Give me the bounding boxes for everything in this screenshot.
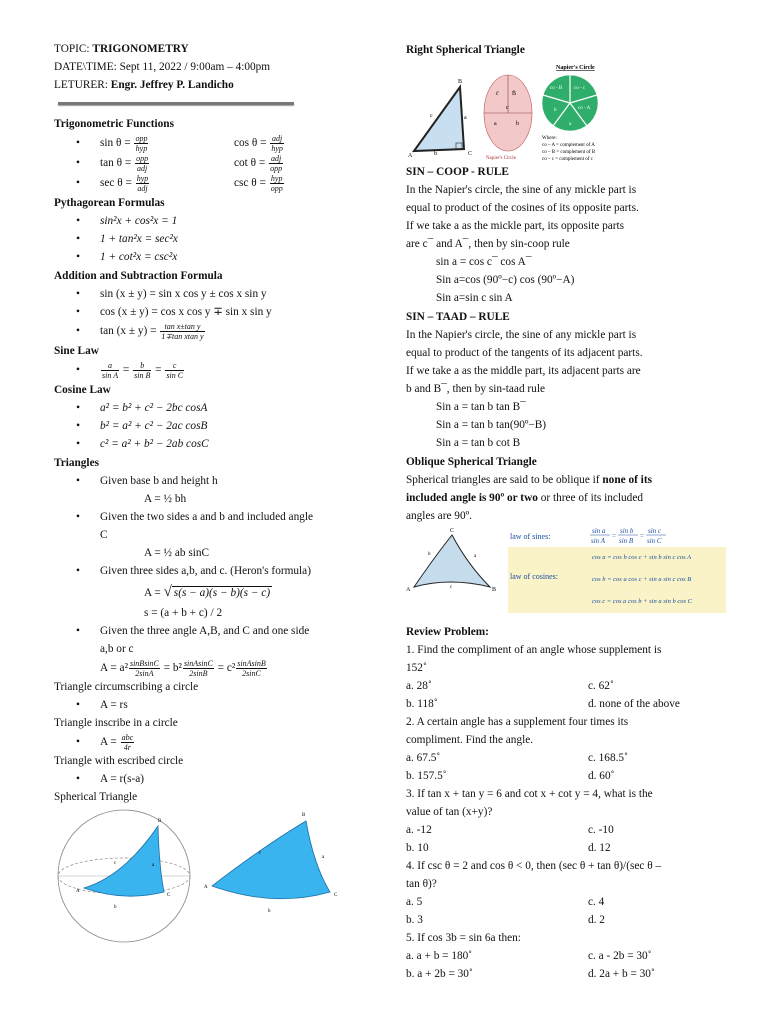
- napier-figures: [406, 59, 728, 162]
- svg-text:b: b: [434, 151, 437, 157]
- svg-text:=: =: [612, 532, 616, 540]
- svg-text:co – c = complement of c: co – c = complement of c: [542, 157, 593, 162]
- trig-functions-heading: Trigonometric Functions: [54, 118, 174, 130]
- tan-def: tan θ =: [100, 157, 132, 169]
- q2-options-row-1: a. 67.5˚ c. 168.5˚: [406, 752, 628, 764]
- svg-text:b: b: [428, 552, 431, 557]
- svg-text:B: B: [158, 819, 162, 824]
- left-column: [54, 40, 366, 946]
- svg-text:A: A: [204, 885, 208, 890]
- svg-text:C: C: [468, 151, 473, 157]
- sine-law-formula: • $\frac{a}{\text{sin A}}$ = $\frac{b}{\text{sin B}}$ = $\frac{c}{\text{sin C}}$: [54, 360, 366, 380]
- svg-text:B̄: B̄: [512, 91, 517, 97]
- spherical-triangle-figures: [54, 806, 366, 946]
- svg-text:B: B: [492, 587, 497, 593]
- question-1: 1. Find the compliment of an angle whose supplement is: [406, 644, 662, 656]
- trig-row-tan-cot: [54, 153, 366, 173]
- escribed-heading: Triangle with escribed circle: [54, 755, 184, 767]
- svg-text:c̄: c̄: [496, 91, 499, 97]
- sin-def: sin θ =: [100, 137, 131, 149]
- sin-frac: $\frac{\text{opp}}{\text{hyp}}$: [135, 133, 148, 153]
- question-2-cont: compliment. Find the angle.: [406, 734, 534, 746]
- svg-text:Napier's Circle: Napier's Circle: [556, 65, 595, 71]
- right-column: [406, 40, 728, 983]
- svg-text:co - c: co - c: [574, 86, 586, 91]
- svg-text:C: C: [334, 893, 338, 898]
- q5-options-row-1: a. a + b = 180˚ c. a - 2b = 30˚: [406, 950, 652, 962]
- svg-text:cos a = cos b cos c + sin b si: cos a = cos b cos c + sin b sin c cos A: [592, 554, 692, 561]
- topic-line: [54, 40, 366, 58]
- svg-text:B: B: [302, 813, 306, 818]
- svg-text:c: c: [430, 113, 433, 119]
- spherical-triangle-heading: Spherical Triangle: [54, 791, 138, 803]
- cos-frac: $\frac{\text{adj}}{\text{hyp}}$: [271, 133, 283, 153]
- svg-text:b: b: [516, 121, 519, 127]
- cos-sum-formula: • cos (x ± y) = cos x cos y ∓ sin x sin y: [54, 303, 366, 321]
- escribed-formula: • A = r(s-a): [54, 770, 366, 788]
- question-2: 2. A certain angle has a supplement four times its: [406, 716, 629, 728]
- svg-text:b: b: [114, 905, 117, 910]
- q3-options-row-1: a. -12 c. -10: [406, 824, 614, 836]
- cosine-law-formula-1: • a² = b² + c² − 2bc cosA: [54, 399, 366, 417]
- right-spherical-heading: Right Spherical Triangle: [406, 44, 525, 56]
- inscribed-formula: • A = $\frac{\text{abc}}{4r}$: [54, 732, 366, 752]
- csc-frac: $\frac{\text{hyp}}{\text{opp}}$: [270, 173, 283, 193]
- q1-options-row-2: b. 118˚ d. none of the above: [406, 698, 680, 710]
- svg-text:b: b: [554, 108, 557, 113]
- triangle-case-2: • Given the two sides a and b and included angle: [54, 508, 366, 526]
- sin-coop-formula-2: Sin a=cos (90º−c) cos (90º−A): [436, 274, 575, 286]
- circumscribing-formula: • A = rs: [54, 696, 366, 714]
- svg-text:law of cosines:: law of cosines:: [510, 572, 558, 581]
- question-5: 5. If cos 3b = sin 6a then:: [406, 932, 521, 944]
- oblique-formulas: [508, 527, 726, 613]
- svg-text:c: c: [450, 585, 453, 590]
- svg-text:co – B = complement of B: co – B = complement of B: [542, 150, 596, 155]
- sin-taad-formula-2: Sin a = tan b tan(90º−B): [436, 419, 547, 431]
- tan-sum-formula: • tan (x ± y) = $\frac{\text{tan x±tan y}}{\text{1∓tan xtan y}}$: [54, 321, 366, 341]
- svg-text:a: a: [474, 554, 477, 559]
- lecturer-label: LETURER:: [54, 79, 111, 91]
- sin-taad-formula-3: Sin a = tan b cot B: [436, 437, 521, 449]
- sin-coop-formula-3: Sin a=sin c sin A: [436, 292, 513, 304]
- tan-frac: $\frac{\text{opp}}{\text{adj}}$: [136, 153, 149, 173]
- question-3-cont: value of tan (x+y)?: [406, 806, 493, 818]
- topic-label: TOPIC:: [54, 43, 93, 55]
- date-line: [54, 58, 366, 76]
- svg-text:c: c: [259, 851, 262, 856]
- cosine-law-formula-2: • b² = a² + c² − 2ac cosB: [54, 417, 366, 435]
- svg-text:A: A: [76, 889, 80, 894]
- triangle-case-3: • Given three sides a,b, and c. (Heron's formula): [54, 562, 366, 580]
- pythagorean-formula-1: • sin²x + cos²x = 1: [54, 212, 366, 230]
- inscribed-heading: Triangle inscribe in a circle: [54, 717, 178, 729]
- q1-options-row-1: a. 28˚ c. 62˚: [406, 680, 614, 692]
- svg-text:sin A: sin A: [591, 537, 606, 545]
- svg-text:sin c: sin c: [648, 527, 662, 535]
- topic-value: TRIGONOMETRY: [92, 43, 189, 55]
- herons-formula: A = √ s(s − a)(s − b)(s − c): [144, 584, 271, 600]
- sin-coop-formula-1: sin a = cos c¯ cos A¯: [436, 256, 532, 268]
- svg-text:B: B: [458, 79, 463, 85]
- svg-text:sin C: sin C: [647, 537, 662, 545]
- cot-def: cot θ =: [234, 157, 266, 169]
- svg-text:=: =: [640, 532, 644, 540]
- oblique-text: Spherical triangles are said to be oblique if none of its included angle is 90º or two or three of its included angles are 90º.: [406, 474, 652, 522]
- sin-taad-text: In the Napier's circle, the sine of any mickle part is equal to product of the tangents of its adjacent parts. If we take a as the middle part, its adjacent parts are b and B¯, then by sin-taad rule: [406, 329, 643, 395]
- review-heading: Review Problem:: [406, 626, 489, 638]
- header-divider: [58, 102, 294, 105]
- svg-text:sin B: sin B: [619, 537, 634, 545]
- svg-text:c: c: [506, 105, 509, 111]
- sine-law-heading: Sine Law: [54, 345, 99, 357]
- date-label: DATE\TIME:: [54, 61, 120, 73]
- svg-text:A: A: [406, 587, 411, 593]
- svg-text:Napier's Circle: Napier's Circle: [486, 156, 516, 161]
- sphere-figure: [58, 810, 190, 942]
- sin-taad-heading: SIN – TAAD – RULE: [406, 311, 510, 323]
- right-spherical-triangle-figure: [408, 79, 472, 159]
- question-4-cont: tan θ)?: [406, 878, 437, 890]
- svg-text:co – A = complement of A: co – A = complement of A: [542, 143, 595, 148]
- date-value: Sept 11, 2022 / 9:00am – 4:00pm: [119, 61, 271, 73]
- trig-row-sin-cos: [54, 133, 366, 153]
- sin-sum-formula: • sin (x ± y) = sin x cos y ± cos x sin y: [54, 285, 366, 303]
- cosine-law-heading: Cosine Law: [54, 384, 111, 396]
- napier-circle-green: [542, 65, 598, 162]
- svg-text:sin b: sin b: [620, 527, 634, 535]
- svg-text:co - A: co - A: [578, 106, 591, 111]
- q4-options-row-2: b. 3 d. 2: [406, 914, 605, 926]
- sec-def: sec θ =: [100, 177, 132, 189]
- circumscribing-heading: Triangle circumscribing a circle: [54, 681, 199, 693]
- cot-frac: $\frac{\text{adj}}{\text{opp}}$: [270, 153, 283, 173]
- csc-def: csc θ =: [234, 177, 266, 189]
- svg-text:a: a: [569, 122, 572, 127]
- question-3: 3. If tan x + tan y = 6 and cot x + cot y = 4, what is the: [406, 788, 653, 800]
- svg-text:co - B: co - B: [550, 86, 563, 91]
- question-4: 4. If csc θ = 2 and cos θ < 0, then (sec θ + tan θ)/(sec θ –: [406, 860, 662, 872]
- svg-text:law of sines:: law of sines:: [510, 532, 551, 541]
- triangle-case-2-formula: A = ½ ab sinC: [144, 547, 210, 559]
- triangle-case-1-formula: A = ½ bh: [144, 493, 187, 505]
- q2-options-row-2: b. 157.5˚ d. 60˚: [406, 770, 615, 782]
- oblique-triangle: [406, 528, 496, 593]
- question-1-cont: 152˚: [406, 662, 427, 674]
- svg-text:C: C: [167, 893, 171, 898]
- lecturer-value: Engr. Jeffrey P. Landicho: [110, 79, 234, 91]
- triangles-heading: Triangles: [54, 457, 99, 469]
- semi-perimeter-formula: s = (a + b + c) / 2: [144, 607, 223, 619]
- svg-text:cos c = cos a cos b + sin a si: cos c = cos a cos b + sin a sin b cos C: [592, 598, 692, 605]
- svg-text:a: a: [494, 121, 497, 127]
- q3-options-row-2: b. 10 d. 12: [406, 842, 611, 854]
- lecturer-line: [54, 76, 366, 94]
- svg-text:Where:: Where:: [542, 136, 557, 141]
- q4-options-row-1: a. 5 c. 4: [406, 896, 605, 908]
- sin-taad-formula-1: Sin a = tan b tan B¯: [436, 401, 526, 413]
- svg-text:A: A: [408, 153, 413, 159]
- trig-row-sec-csc: [54, 173, 366, 193]
- triangle-case-4-cont: a,b or c: [100, 643, 134, 655]
- pythagorean-formula-3: • 1 + cot²x = csc²x: [54, 248, 366, 266]
- oblique-heading: Oblique Spherical Triangle: [406, 456, 537, 468]
- triangle-case-4: • Given the three angle A,B, and C and one side: [54, 622, 366, 640]
- pythagorean-formula-2: • 1 + tan²x = sec²x: [54, 230, 366, 248]
- q5-options-row-2: b. a + 2b = 30˚ d. 2a + b = 30˚: [406, 968, 655, 980]
- cos-def: cos θ =: [234, 137, 267, 149]
- addition-subtraction-heading: Addition and Subtraction Formula: [54, 270, 223, 282]
- svg-text:a: a: [322, 855, 325, 860]
- triangle-case-1: • Given base b and height h: [54, 472, 366, 490]
- svg-text:C: C: [450, 528, 455, 534]
- triangle-angles-formula: A = a² $\frac{\text{sinBsinC}}{2\sin A}$ = b² $\frac{\text{sinAsinC}}{2\sin B}$ = c² $\frac{\text{sinAsinB}}{2\sin C}$: [100, 658, 266, 678]
- pythagorean-heading: Pythagorean Formulas: [54, 197, 165, 209]
- svg-text:c: c: [114, 861, 117, 866]
- svg-text:a: a: [464, 115, 467, 121]
- oblique-laws-figure: [406, 525, 728, 617]
- triangle-case-2-cont: C: [100, 529, 108, 541]
- sin-coop-heading: SIN – COOP - RULE: [406, 166, 509, 178]
- svg-text:sin a: sin a: [592, 527, 606, 535]
- svg-text:a: a: [152, 863, 155, 868]
- sec-frac: $\frac{\text{hyp}}{\text{adj}}$: [136, 173, 149, 193]
- napier-circle-pink: [484, 75, 532, 161]
- cosine-law-formula-3: • c² = a² + b² − 2ab cosC: [54, 435, 366, 453]
- spherical-triangle-flat: [204, 813, 338, 914]
- sin-coop-text: In the Napier's circle, the sine of any mickle part is equal to product of the cosines of its opposite parts. If we take a as the mickle part, its opposite parts are c¯ and A¯, then by sin-coop rule: [406, 184, 639, 250]
- svg-text:cos b = cos a cos c + sin a si: cos b = cos a cos c + sin a sin c cos B: [592, 576, 692, 583]
- svg-text:b: b: [268, 909, 271, 914]
